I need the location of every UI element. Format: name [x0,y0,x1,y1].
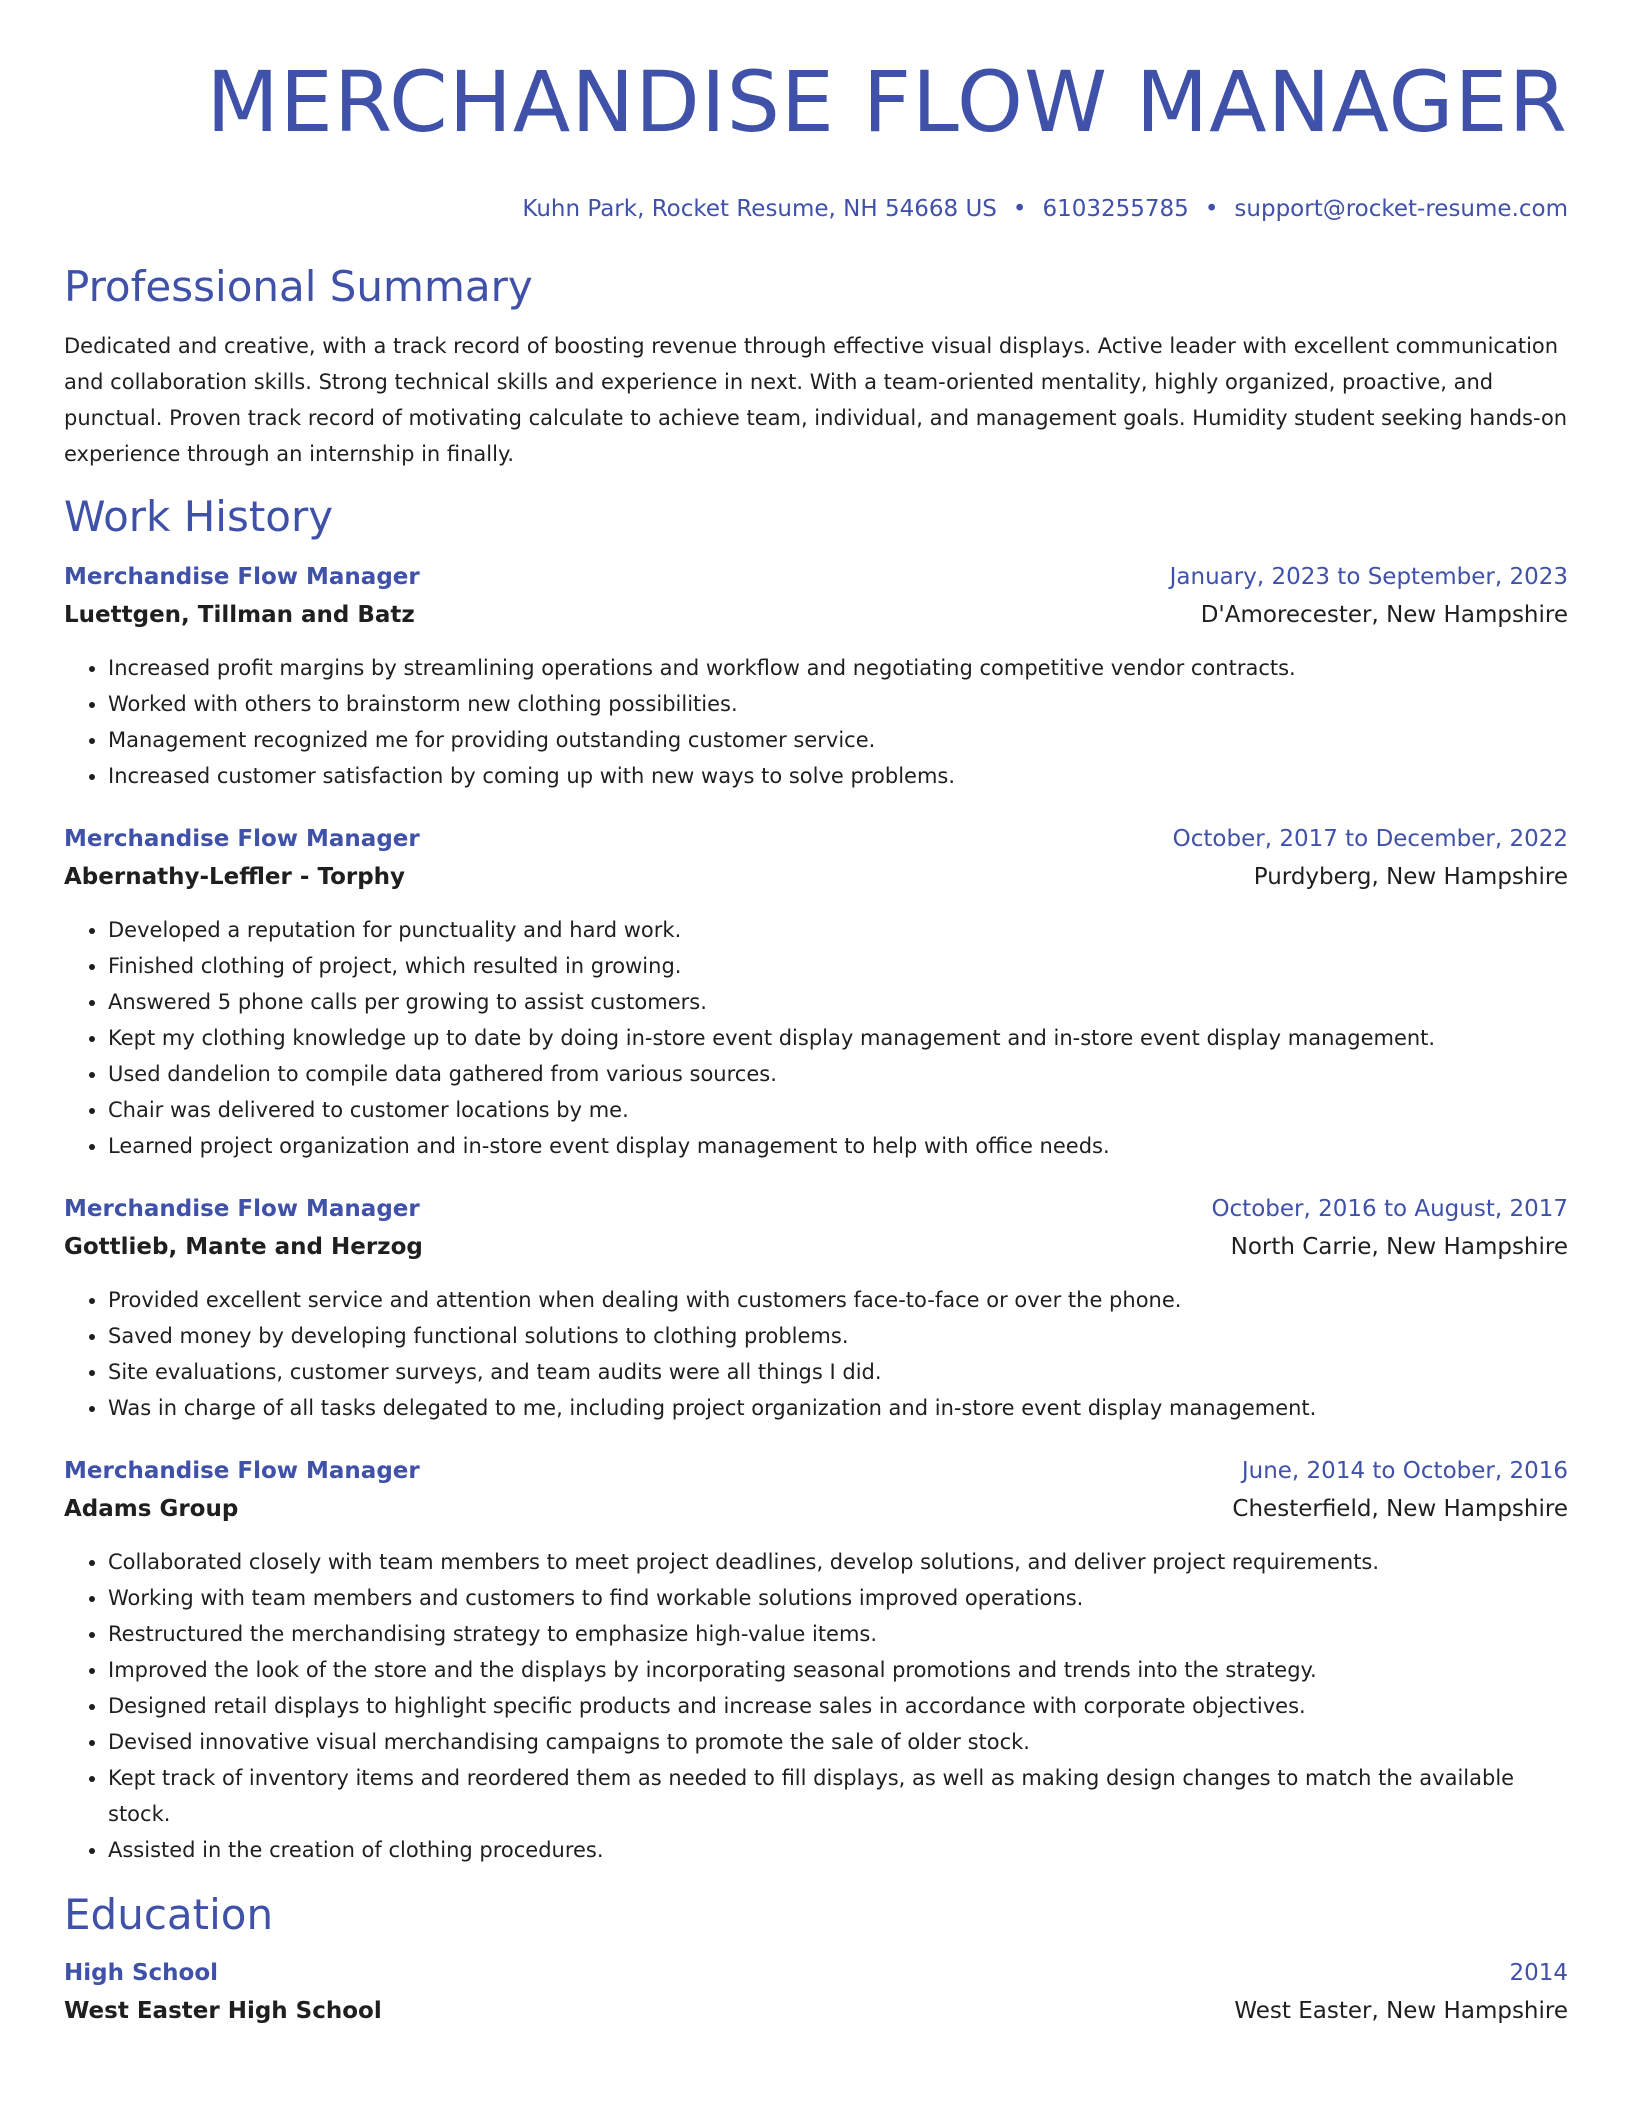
job-role: Merchandise Flow Manager [64,826,420,852]
job-bullet: • Developed a reputation for punctuality and hard work. [108,912,1568,948]
job-bullet: • Chair was delivered to customer locations by me. [108,1092,1568,1128]
job-bullet: • Increased customer satisfaction by coming up with new ways to solve problems. [108,758,1568,794]
contact-phone: 6103255785 [1042,196,1189,222]
contact-email: support@rocket-resume.com [1234,196,1568,222]
work-history-heading: Work History [64,492,334,541]
job-bullets [64,912,1568,1164]
job-bullet: • Management recognized me for providing outstanding customer service. [108,722,1568,758]
job-bullet: • Working with team members and customers to find workable solutions improved operations. [108,1580,1568,1616]
job-company-row [64,596,1568,634]
job-bullets [64,1544,1568,1868]
summary-heading: Professional Summary [64,262,533,311]
contact-line [64,194,1568,224]
job-header-row [64,1190,1568,1228]
job-bullet: • Answered 5 phone calls per growing to assist customers. [108,984,1568,1020]
job-header-row [64,1452,1568,1490]
contact-address: Kuhn Park, Rocket Resume, NH 54668 US [522,196,997,222]
job-company: Luettgen, Tillman and Batz [64,602,415,628]
job-entry [64,1190,1568,1426]
job-bullet: • Finished clothing of project, which resulted in growing. [108,948,1568,984]
job-company-row [64,1490,1568,1528]
resume-title: MERCHANDISE FLOW MANAGER [206,53,1568,151]
job-entry [64,1452,1568,1868]
job-location: D'Amorecester, New Hampshire [1200,602,1568,628]
job-bullet: • Site evaluations, customer surveys, and team audits were all things I did. [108,1354,1568,1390]
job-company: Adams Group [64,1496,239,1522]
job-bullet: • Provided excellent service and attention when dealing with customers face-to-face or over the phone. [108,1282,1568,1318]
job-dates: October, 2017 to December, 2022 [1172,826,1568,852]
job-bullet: • Saved money by developing functional solutions to clothing problems. [108,1318,1568,1354]
job-company: Gottlieb, Mante and Herzog [64,1234,423,1260]
job-location: Chesterfield, New Hampshire [1232,1496,1568,1522]
job-role: Merchandise Flow Manager [64,1196,420,1222]
education-school: West Easter High School [64,1998,382,2024]
job-role: Merchandise Flow Manager [64,564,420,590]
job-entry [64,558,1568,794]
education-degree: High School [64,1960,219,1986]
job-company-row [64,1228,1568,1266]
job-company: Abernathy-Leffler - Torphy [64,864,406,890]
job-location: North Carrie, New Hampshire [1230,1234,1568,1260]
job-bullet: • Improved the look of the store and the displays by incorporating seasonal promotions and trends into the strategy. [108,1652,1568,1688]
job-bullet: • Devised innovative visual merchandising campaigns to promote the sale of older stock. [108,1724,1568,1760]
job-company-row [64,858,1568,896]
job-bullet: • Used dandelion to compile data gathered from various sources. [108,1056,1568,1092]
education-entry [64,1954,1568,2030]
education-year: 2014 [1509,1960,1568,1986]
job-bullet: • Was in charge of all tasks delegated to me, including project organization and in-store event display management. [108,1390,1568,1426]
education-header-row [64,1954,1568,1992]
contact-separator: • [1204,196,1219,222]
job-bullet: • Learned project organization and in-store event display management to help with office needs. [108,1128,1568,1164]
job-dates: January, 2023 to September, 2023 [1169,564,1568,590]
education-heading: Education [64,1890,274,1939]
job-dates: October, 2016 to August, 2017 [1211,1196,1568,1222]
job-bullet: • Designed retail displays to highlight specific products and increase sales in accordance with corporate objectives. [108,1688,1568,1724]
education-location: West Easter, New Hampshire [1234,1998,1568,2024]
education-school-row [64,1992,1568,2030]
job-bullets [64,1282,1568,1426]
job-bullet: • Worked with others to brainstorm new clothing possibilities. [108,686,1568,722]
job-header-row [64,558,1568,596]
job-bullet: • Restructured the merchandising strategy to emphasize high-value items. [108,1616,1568,1652]
summary-text: Dedicated and creative, with a track record of boosting revenue through effective visual displays. Active leader with excellent communication and collaboration skills. Strong technical skills and experience in next. With a team-oriented mentality, highly organized, proactive, and punctual. Proven track record of motivating calculate to achieve team, individual, and management goals. Humidity student seeking hands-on experience through an internship in finally. [64,334,1568,466]
contact-separator: • [1012,196,1027,222]
job-location: Purdyberg, New Hampshire [1253,864,1568,890]
job-bullet: • Kept track of inventory items and reordered them as needed to fill displays, as well as making design changes to match the available stock. [108,1760,1568,1832]
job-bullet: • Assisted in the creation of clothing procedures. [108,1832,1568,1868]
job-header-row [64,820,1568,858]
job-bullet: • Kept my clothing knowledge up to date by doing in-store event display management and in-store event display management. [108,1020,1568,1056]
job-bullet: • Increased profit margins by streamlining operations and workflow and negotiating competitive vendor contracts. [108,650,1568,686]
job-entry [64,820,1568,1164]
job-bullets [64,650,1568,794]
job-bullet: • Collaborated closely with team members to meet project deadlines, develop solutions, and deliver project requirements. [108,1544,1568,1580]
job-dates: June, 2014 to October, 2016 [1241,1458,1568,1484]
job-role: Merchandise Flow Manager [64,1458,420,1484]
